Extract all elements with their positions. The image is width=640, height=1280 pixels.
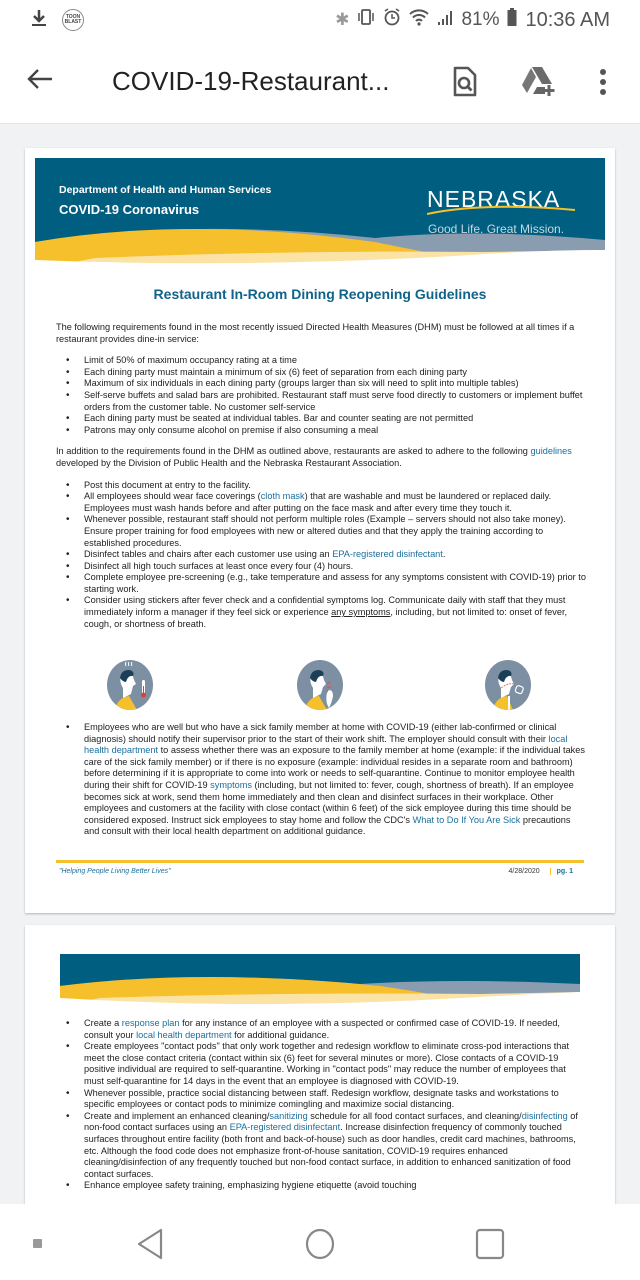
list-item: • Maximum of six individuals in each dining party (groups larger than six will need to split into multiple tables) bbox=[66, 378, 586, 390]
vibrate-icon bbox=[357, 7, 375, 33]
page-number: pg. 1 bbox=[550, 868, 573, 875]
list-item: • Disinfect tables and chairs after each customer use using an EPA-registered disinfectant. bbox=[66, 549, 586, 561]
any-symptoms-link[interactable]: any symptoms bbox=[331, 607, 391, 618]
nebraska-tagline: Good Life. Great Mission. bbox=[428, 222, 565, 236]
guidelines-list bbox=[66, 480, 586, 631]
toon-blast-icon: TOON BLAST bbox=[62, 9, 84, 31]
overview-button-icon[interactable] bbox=[475, 1228, 505, 1265]
banner-wave-icon bbox=[35, 220, 605, 270]
pdf-viewer[interactable] bbox=[0, 124, 640, 1204]
more-options-icon[interactable] bbox=[598, 68, 608, 101]
symptoms-link[interactable]: symptoms bbox=[210, 779, 252, 790]
cloth-mask-link[interactable]: cloth mask bbox=[260, 491, 305, 502]
footer-motto: "Helping People Living Better Lives" bbox=[59, 868, 171, 875]
department-name: Department of Health and Human Services bbox=[59, 184, 272, 196]
banner-subtitle: COVID-19 Coronavirus bbox=[59, 202, 200, 217]
fever-icon bbox=[107, 660, 153, 710]
footer-info bbox=[509, 868, 574, 875]
find-in-document-icon[interactable] bbox=[452, 66, 478, 103]
list-item: • Complete employee pre-screening (e.g., take temperature and assess for any symptoms consistent with COVID-19) prior to starting work. bbox=[66, 572, 586, 595]
recents-dot-icon[interactable] bbox=[33, 1236, 43, 1254]
signal-icon bbox=[437, 8, 453, 32]
logo-swoosh-icon bbox=[425, 204, 585, 218]
status-bar bbox=[0, 0, 640, 40]
cough-icon bbox=[297, 660, 343, 710]
dhm-intro bbox=[56, 322, 586, 630]
list-item: • Disinfect all high touch surfaces at least once every four (4) hours. bbox=[66, 561, 586, 573]
epa-disinfectant-link[interactable]: EPA-registered disinfectant bbox=[332, 549, 443, 560]
list-item: • Self-serve buffets and salad bars are prohibited. Restaurant staff must serve food directly to customers or implement buffet orders from the customer table. No customer self-service bbox=[66, 390, 586, 413]
add-to-drive-icon[interactable] bbox=[521, 65, 557, 102]
back-arrow-icon[interactable] bbox=[26, 65, 66, 99]
page2-guidelines bbox=[56, 1018, 586, 1192]
system-nav-bar bbox=[0, 1204, 640, 1280]
header-banner bbox=[35, 158, 605, 270]
addition-paragraph: In addition to the requirements found in the DHM as outlined above, restaurants are asked to adhere to the following guidelines developed by the Division of Public Health and the Nebraska Restaurant Association. bbox=[56, 446, 572, 468]
guidelines-link[interactable]: guidelines bbox=[530, 446, 572, 457]
shortness-of-breath-icon bbox=[485, 660, 531, 710]
list-item: • Enhance employee safety training, emphasizing hygiene etiquette (avoid touching bbox=[66, 1180, 586, 1192]
sanitizing-link[interactable]: sanitizing bbox=[269, 1110, 308, 1121]
requirements-list bbox=[66, 355, 586, 436]
list-item: • Create and implement an enhanced cleaning/sanitizing schedule for all food contact surfaces, and cleaning/disinfecting of non-food contact surfaces using an EPA-registered disinfectant. Increase disinfection frequency of commonly touched surfaces throughout entire facility (both front and back-of-house) such as door handles, credit card machines, bathrooms, etc. Although the food code does not emphasize front-of-house sanitation, COVID-19 requires enhanced cleaning/disinfection of any frequently touched but non-food contact surface, in addition to enhanced sanitization of food contact surfaces. bbox=[66, 1111, 586, 1181]
list-item: • Create employees "contact pods" that only work together and redesign workflow to eliminate cross-pod interactions that meet the close contact criteria (contact within six (6) feet for several minutes or more). Close contacts of a COVID-19 positive individual are required to self-quarantine. Working in "contact pods" may reduce the number of employees that must self-quarantine for 14 days in the event that an employee is diagnosed with COVID-19. bbox=[66, 1041, 586, 1087]
list-item: • Employees who are well but who have a sick family member at home with COVID-19 (either lab-confirmed or clinical diagnosis) should notify their supervisor prior to the start of their work shift. The employer should consult with their local health department to assess whether there was an exposure to the family member at home (example: if the individual takes care of the sick family member) or if there is no exposure (example: individual resides in a separate room and bathroom) before determining if it is appropriate to come into work or needs to self-quarantine. Continue to monitor employee health during their shift for COVID-19 symptoms (including, but not limited to: fever, cough, shortness of breath). If an employee becomes sick at work, send them home immediately and then clean and disinfect surfaces in their workplace. Other employees and customers at the facility with close contact (within 6 feet) of the sick employee during this time should be considered exposed. Instruct sick employees to stay home and follow the CDC's What to Do If You Are Sick precautions and consult with their local health department on additional guidance. bbox=[66, 722, 586, 838]
list-item: • Whenever possible, restaurant staff should not perform multiple roles (Example – servers should not also take money). Ensure proper training for food employees with new or altered duties and that they apply the training according to established procedures. bbox=[66, 514, 586, 549]
local-health-department-link[interactable]: local health department bbox=[136, 1029, 232, 1040]
footer-divider bbox=[56, 860, 584, 863]
sick-family-section bbox=[56, 722, 586, 838]
nebraska-logo: NEBRASKA bbox=[427, 186, 561, 212]
document-title: COVID-19-Restaurant... bbox=[112, 66, 390, 96]
footer-date: 4/28/2020 bbox=[508, 868, 540, 875]
document-heading: Restaurant In-Room Dining Reopening Guidelines bbox=[153, 286, 487, 302]
symptom-icons bbox=[25, 660, 615, 710]
home-button-icon[interactable] bbox=[304, 1228, 336, 1265]
download-icon bbox=[30, 8, 48, 33]
pdf-page-1 bbox=[25, 148, 615, 913]
list-item: • Patrons may only consume alcohol on premise if also consuming a meal bbox=[66, 425, 586, 437]
wifi-icon bbox=[409, 8, 429, 32]
battery-percent: 81% bbox=[461, 9, 500, 30]
clock: 10:36 AM bbox=[525, 8, 610, 31]
battery-icon bbox=[507, 7, 517, 33]
disinfecting-link[interactable]: disinfecting bbox=[521, 1110, 568, 1121]
page2-banner bbox=[60, 954, 580, 1006]
banner-wave-icon bbox=[60, 976, 580, 1006]
epa-disinfectant-link[interactable]: EPA-registered disinfectant bbox=[229, 1122, 341, 1133]
list-item: • Limit of 50% of maximum occupancy rating at a time bbox=[66, 355, 586, 367]
app-bar bbox=[0, 40, 640, 124]
intro-paragraph: The following requirements found in the most recently issued Directed Health Measures (DHM) must be followed at all times if a restaurant provides dine-in service: bbox=[56, 322, 575, 344]
list-item: • Each dining party must be seated at individual tables. Bar and counter seating are not permitted bbox=[66, 413, 586, 425]
list-item: • Create a response plan for any instance of an employee with a suspected or confirmed case of COVID-19. If needed, consult your local health department for additional guidance. bbox=[66, 1018, 586, 1041]
list-item: • All employees should wear face coverings (cloth mask) that are washable and must be laundered or replaced daily. Employees must wash hands before and after putting on the face mask and after every time they touch it. bbox=[66, 491, 586, 514]
list-item: • Post this document at entry to the facility. bbox=[66, 480, 586, 492]
back-button-icon[interactable] bbox=[135, 1228, 165, 1265]
bluetooth-icon: ✱ bbox=[335, 10, 350, 29]
local-health-department-link[interactable]: local health department bbox=[84, 733, 568, 756]
what-to-do-if-sick-link[interactable]: What to Do If You Are Sick bbox=[412, 814, 521, 825]
list-item: • Whenever possible, practice social distancing between staff. Redesign workflow, designate tasks and workstations to specific employees or contact pods to minimize comingling and maximize social distancing. bbox=[66, 1088, 586, 1111]
list-item: • Each dining party must maintain a minimum of six (6) feet of separation from each dining party bbox=[66, 367, 586, 379]
list-item: • Consider using stickers after fever check and a confidential symptoms log. Communicate daily with staff that they must immediately inform a manager if they feel sick or experience any symptoms, including, but not limited to: onset of fever, cough, or shortness of breath. bbox=[66, 595, 586, 630]
pdf-page-2 bbox=[25, 925, 615, 1204]
response-plan-link[interactable]: response plan bbox=[121, 1018, 180, 1028]
alarm-icon bbox=[383, 7, 401, 33]
